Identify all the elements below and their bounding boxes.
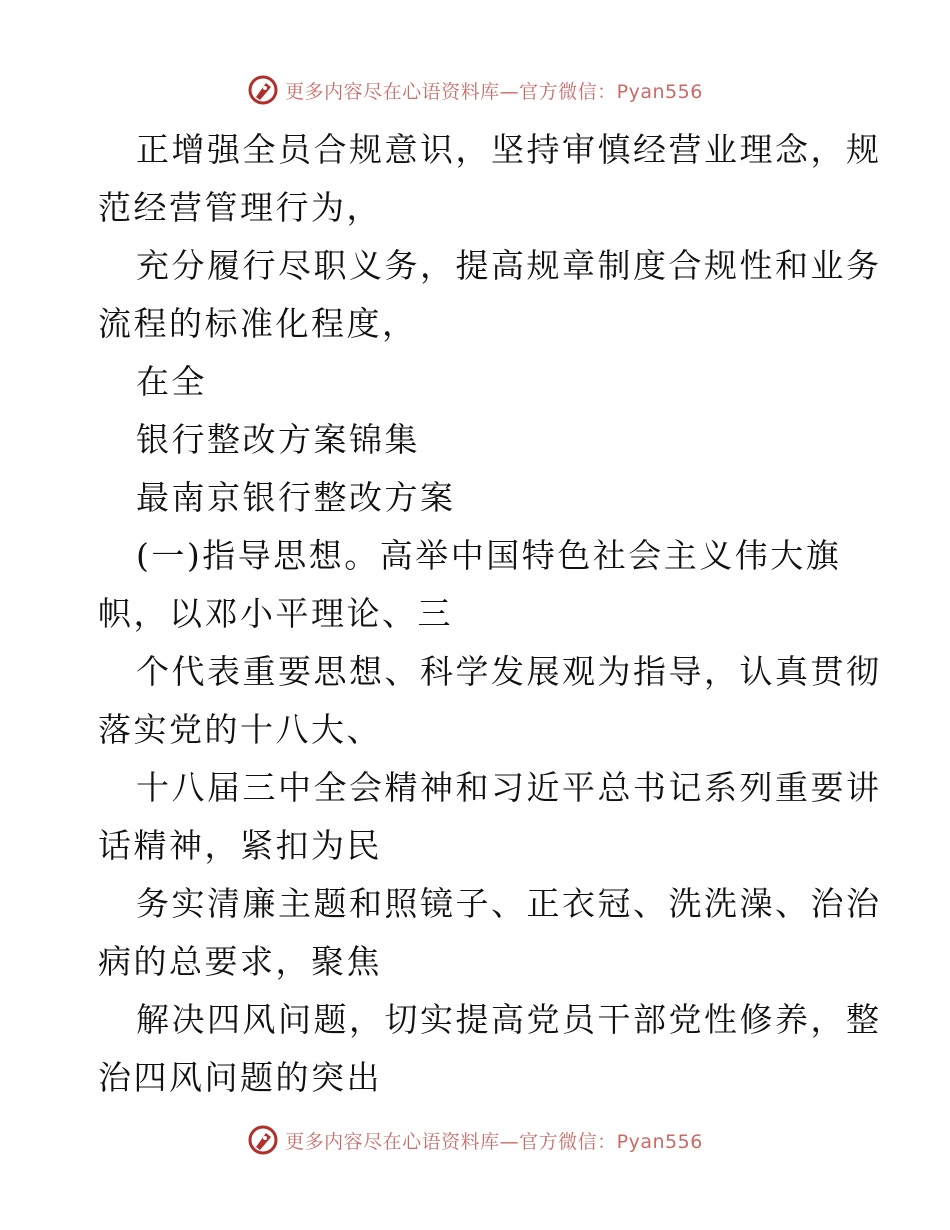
- header-watermark: [0, 70, 950, 110]
- text-line: 十八届三中全会精神和习近平总书记系列重要讲: [136, 768, 882, 807]
- text-line: 解决四风问题，切实提高党员干部党性修养，整: [136, 1000, 882, 1039]
- text-line: 充分履行尽职义务，提高规章制度合规性和业务: [136, 246, 882, 285]
- text-line: 最南京银行整改方案: [136, 478, 456, 517]
- watermark-text: 更多内容尽在心语资料库—官方微信：Pyan556: [285, 1130, 703, 1153]
- text-line: 帜，以邓小平理论、三: [98, 594, 453, 633]
- text-line: 务实清廉主题和照镜子、正衣冠、洗洗澡、治治: [136, 884, 882, 923]
- watermark-text: 更多内容尽在心语资料库—官方微信：Pyan556: [285, 80, 703, 103]
- text-line: 正增强全员合规意识，坚持审慎经营业理念，规: [136, 130, 882, 169]
- text-line: 落实党的十八大、: [98, 710, 382, 749]
- text-line: 病的总要求，聚焦: [98, 942, 382, 981]
- footer-watermark: [0, 1120, 950, 1160]
- text-line: 范经营管理行为，: [98, 188, 382, 227]
- text-line: 治四风问题的突出: [98, 1058, 382, 1097]
- text-line: 个代表重要思想、科学发展观为指导，认真贯彻: [136, 652, 882, 691]
- document-body: [98, 121, 882, 1107]
- text-line: 在全: [136, 362, 207, 401]
- pen-nib-logo-icon: [247, 74, 279, 106]
- text-line: 话精神，紧扣为民: [98, 826, 382, 865]
- text-line: 银行整改方案锦集: [136, 420, 420, 459]
- text-line: 流程的标准化程度，: [98, 304, 418, 343]
- pen-nib-logo-icon: [247, 1124, 279, 1156]
- text-line: (一)指导思想。高举中国特色社会主义伟大旗: [136, 536, 842, 575]
